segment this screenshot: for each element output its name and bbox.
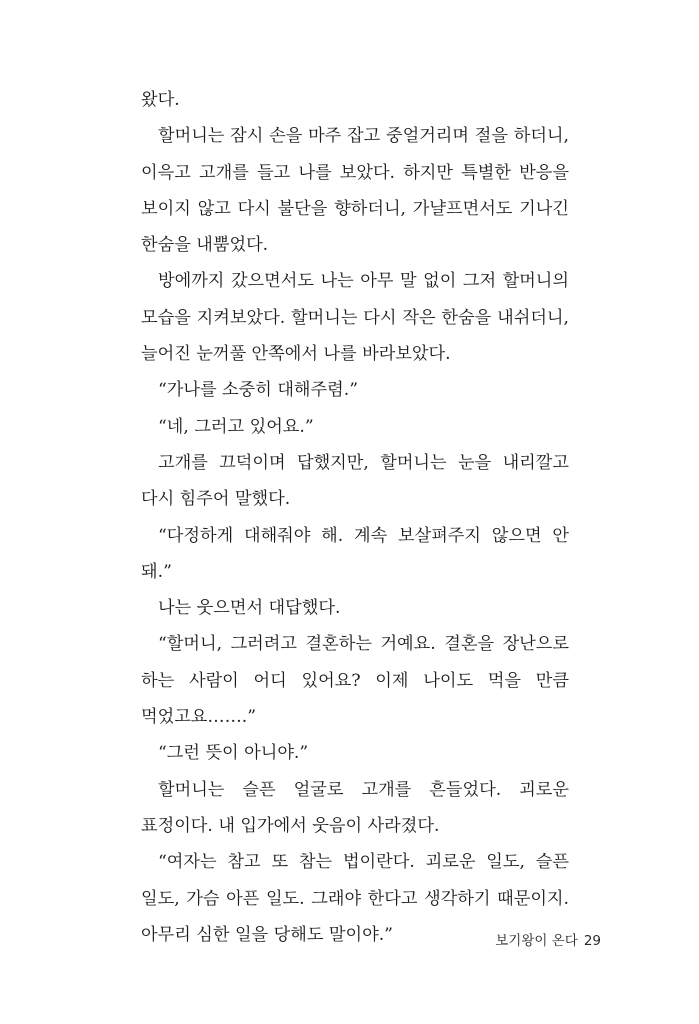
dialogue-6: “여자는 참고 또 참는 법이란다. 괴로운 일도, 슬픈 일도, 가슴 아픈 일도. 그래야 한다고 생각하기 때문이지. 아무리 심한 일을 당해도 말이야.” [141,852,569,945]
running-title: 보기왕이 온다 [495,933,578,949]
paragraph-4: 고개를 끄덕이며 답했지만, 할머니는 눈을 내리깔고 다시 힘주어 말했다. [141,452,569,510]
paragraph-5: 나는 웃으면서 대답했다. [158,598,341,619]
paragraph-2: 할머니는 잠시 손을 마주 잡고 중얼거리며 절을 하더니, 이윽고 고개를 들고 나를 보았다. 하지만 특별한 반응을 보이지 않고 다시 불단을 향하더니, 가냘프면서도 기나긴 한숨을 내뿜었다. [141,126,569,256]
body-text [141,82,569,953]
paragraph-3: 방에까지 갔으면서도 나는 아무 말 없이 그저 할머니의 모습을 지켜보았다. 할머니는 다시 작은 한숨을 내쉬더니, 늘어진 눈꺼풀 안쪽에서 나를 바라보았다. [141,271,569,365]
dialogue-3: “다정하게 대해줘야 해. 계속 보살펴주지 않으면 안 돼.” [141,525,569,582]
dialogue-2: “네, 그러고 있어요.” [158,416,314,437]
paragraph-1: 왔다. [141,90,180,110]
page-number: 29 [583,933,601,949]
paragraph-6: 할머니는 슬픈 얼굴로 고개를 흔들었다. 괴로운 표정이다. 내 입가에서 웃음이 사라졌다. [141,779,569,836]
page-footer [495,929,601,949]
dialogue-5: “그런 뜻이 아니야.” [158,743,309,764]
dialogue-4: “할머니, 그러려고 결혼하는 거예요. 결혼을 장난으로 하는 사람이 어디 있어요? 이제 나이도 먹을 만큼 먹었고요…….” [141,634,569,728]
dialogue-1: “가나를 소중히 대해주렴.” [158,380,358,401]
